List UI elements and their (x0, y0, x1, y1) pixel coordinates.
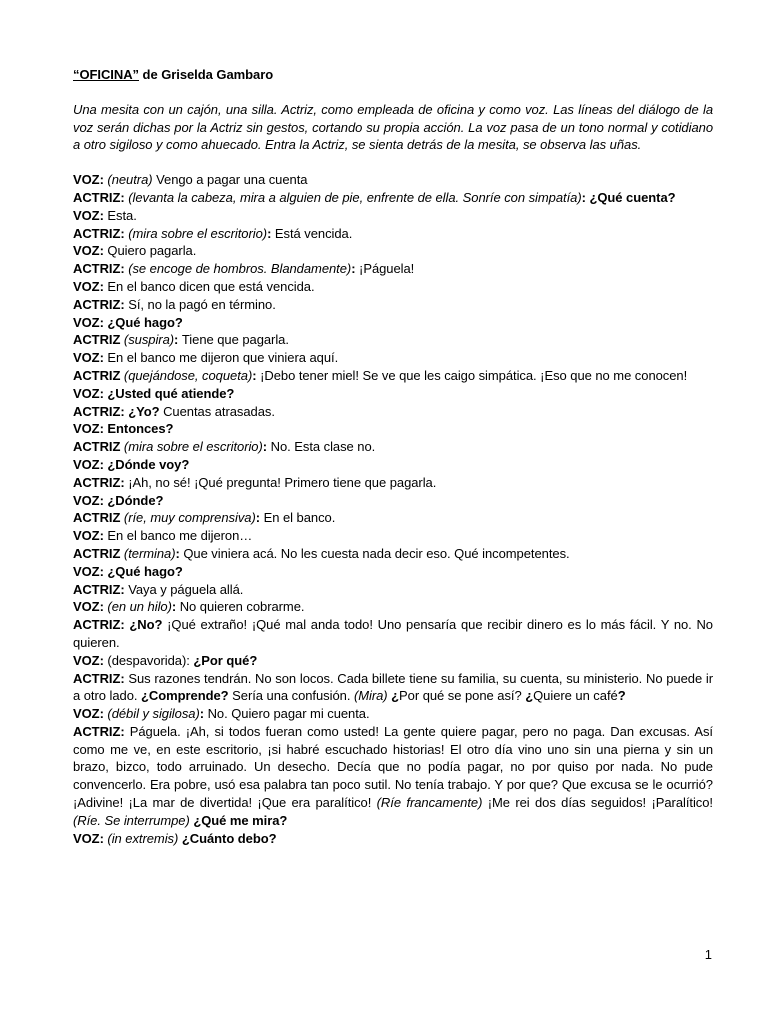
dialogue-text: Que viniera acá. No les cuesta nada decir eso. Qué incompetentes. (183, 545, 570, 561)
speaker-label: VOZ: (73, 243, 104, 259)
speaker-label: VOZ: (73, 599, 104, 615)
speaker-label: VOZ: (73, 278, 104, 294)
dialogue-text-bold: ¿Dónde? (103, 492, 164, 508)
speaker-label: ACTRIZ: (73, 617, 125, 633)
dialogue-line (73, 225, 713, 243)
dialogue-text: Páguela. ¡Ah, si todos fueran como usted! La gente quiere pagar, pero no paga. Dan excusas. Así como me ve, en este escritorio, ¡si habré escuchado historias! El otro día vino uno sin una pierna y sin un brazo, bizco, todo arruinado. Un desecho. Decía que no podía pagar, no por quiso por nada. No pude convencerlo. Era pobre, usó esa palabra tan poco sutil. No tenía trabajo. Y por que? Que excusa se le ocurrió? ¡Adivine! ¡La mar de divertida! ¡Que era paralítico! (73, 723, 713, 811)
speaker-label: ACTRIZ: (73, 474, 125, 490)
dialogue-text: Esta. (103, 207, 137, 223)
dialogue-line (73, 260, 713, 278)
dialogue-line (73, 581, 713, 599)
stage-directions: Una mesita con un cajón, una silla. Actriz, como empleada de oficina y como voz. Las líneas del diálogo de la voz serán dichas por la Actriz sin gestos, cortando su propia acción. La voz pasa de un tono normal y cotidiano a otro sigiloso y como ahuecado. Entra la Actriz, se sienta detrás de la mesita, se observa las uñas. (73, 101, 713, 153)
dialogue-line (73, 563, 713, 581)
dialogue-line (73, 314, 713, 332)
dialogue-text: Quiero pagarla. (103, 243, 197, 259)
author-line: de Griselda Gambaro (139, 67, 274, 82)
dialogue-text-bold: : (267, 225, 275, 241)
page-number: 1 (704, 947, 712, 962)
dialogue-line (73, 349, 713, 367)
dialogue-text-bold: ¿Qué me mira? (189, 812, 288, 828)
stage-direction: (en un hilo) (107, 599, 172, 615)
speaker-label: VOZ: (73, 421, 104, 437)
speaker-label: VOZ: (73, 207, 104, 223)
stage-direction: (levanta la cabeza, mira a alguien de pie, enfrente de ella. Sonríe con simpatía) (128, 189, 582, 205)
dialogue-text: Vaya y páguela allá. (124, 581, 244, 597)
dialogue-line (73, 171, 713, 189)
stage-direction: (neutra) (107, 172, 153, 188)
stage-direction: (mira sobre el escritorio) (123, 439, 263, 455)
dialogue-text: En el banco me dijeron… (103, 528, 253, 544)
dialogue-text: ¡Ah, no sé! ¡Qué pregunta! Primero tiene que pagarla. (124, 474, 437, 490)
dialogue-line (73, 189, 713, 207)
dialogue-text-bold: Entonces? (103, 421, 174, 437)
dialogue-line (73, 242, 713, 260)
speaker-label: VOZ: (73, 456, 104, 472)
dialogue-text-bold: : (255, 510, 264, 526)
dialogue-text: Sus razones tendrán. No son locos. Cada billete tiene su familia, su cuenta, su ministerio. No puede ir a otro lado. (73, 670, 713, 704)
dialogue-text-bold: ¿Yo? (124, 403, 164, 419)
speaker-label: ACTRIZ (73, 510, 121, 526)
dialogue-text: (despavorida): (103, 652, 194, 668)
dialogue-line (73, 278, 713, 296)
stage-direction: (suspira) (123, 332, 175, 348)
dialogue-text: Por qué se pone así? (399, 688, 526, 704)
speaker-label: ACTRIZ (73, 367, 121, 383)
dialogue-text-bold: ? (617, 688, 626, 704)
speaker-label: ACTRIZ (73, 332, 121, 348)
dialogue-text: En el banco me dijeron que viniera aquí. (103, 350, 339, 366)
dialogue-line (73, 385, 713, 403)
dialogue-line (73, 474, 713, 492)
dialogue-line (73, 670, 713, 706)
speaker-label: ACTRIZ: (73, 261, 125, 277)
speaker-label: ACTRIZ: (73, 189, 125, 205)
dialogue-line (73, 367, 713, 385)
speaker-label: VOZ: (73, 350, 104, 366)
dialogue-text: No quieren cobrarme. (179, 599, 305, 615)
dialogue-line (73, 830, 713, 848)
dialogue-text-bold: : (581, 189, 590, 205)
speaker-label: VOZ: (73, 528, 104, 544)
dialogue-line (73, 527, 713, 545)
dialogue-text-bold: : (171, 599, 180, 615)
dialogue-text: Sí, no la pagó en término. (124, 296, 276, 312)
stage-direction: (débil y sigilosa) (107, 706, 200, 722)
dialogue-text-bold: ¿Usted qué atiende? (103, 385, 235, 401)
dialogue-line (73, 438, 713, 456)
stage-direction: (in extremis) (107, 830, 179, 846)
speaker-label: VOZ: (73, 563, 104, 579)
dialogue-line (73, 296, 713, 314)
dialogue (73, 171, 713, 847)
dialogue-text-bold: ¿Cuánto debo? (178, 830, 277, 846)
dialogue-line (73, 616, 713, 652)
speaker-label: VOZ: (73, 652, 104, 668)
stage-direction: (termina) (123, 545, 176, 561)
dialogue-line (73, 403, 713, 421)
dialogue-text: Tiene que pagarla. (181, 332, 289, 348)
stage-direction: (Ríe. Se interrumpe) (73, 812, 190, 828)
dialogue-line (73, 456, 713, 474)
dialogue-text-bold: ¿Comprende? (141, 688, 233, 704)
document-title (73, 66, 713, 84)
dialogue-text: ¡Qué extraño! ¡Qué mal anda todo! Uno pensaría que recibir dinero es lo más fácil. Y no. No quieren. (73, 617, 713, 650)
speaker-label: ACTRIZ: (73, 225, 125, 241)
dialogue-line (73, 207, 713, 225)
dialogue-text-bold: : (175, 545, 184, 561)
dialogue-text: Quiere un café (533, 688, 618, 704)
speaker-label: VOZ: (73, 830, 104, 846)
speaker-label: ACTRIZ: (73, 670, 125, 686)
stage-direction: (mira sobre el escritorio) (128, 225, 268, 241)
stage-direction: (ríe, muy comprensiva) (123, 510, 256, 526)
dialogue-text-bold: ¿No? (124, 617, 168, 633)
dialogue-text-bold: : (262, 439, 271, 455)
dialogue-text: Cuentas atrasadas. (163, 403, 275, 419)
dialogue-text-bold: ¿Por qué? (193, 652, 258, 668)
dialogue-text-bold: ¿Dónde voy? (103, 456, 190, 472)
speaker-label: ACTRIZ (73, 545, 121, 561)
document-body (73, 66, 713, 847)
dialogue-text-bold: : (252, 367, 261, 383)
dialogue-text-bold: : (199, 706, 208, 722)
speaker-label: VOZ: (73, 706, 104, 722)
speaker-label: ACTRIZ: (73, 581, 125, 597)
dialogue-text: Sería una confusión. (232, 688, 354, 704)
speaker-label: VOZ: (73, 492, 104, 508)
dialogue-line (73, 545, 713, 563)
stage-direction: (Ríe francamente) (376, 795, 483, 811)
dialogue-line (73, 723, 713, 830)
dialogue-text: ¡Debo tener miel! Se ve que les caigo simpática. ¡Eso que no me conocen! (260, 367, 688, 383)
play-title: “OFICINA” (73, 67, 139, 82)
dialogue-text: No. Quiero pagar mi cuenta. (207, 706, 370, 722)
dialogue-text-bold: : (351, 261, 360, 277)
dialogue-line (73, 598, 713, 616)
dialogue-text-bold: ¿Qué hago? (103, 314, 183, 330)
stage-direction: (quejándose, coqueta) (123, 367, 253, 383)
dialogue-text: En el banco. (263, 510, 336, 526)
speaker-label: VOZ: (73, 172, 104, 188)
dialogue-text: En el banco dicen que está vencida. (103, 278, 315, 294)
dialogue-text: Está vencida. (274, 225, 353, 241)
dialogue-text: No. Esta clase no. (270, 439, 376, 455)
stage-direction: (se encoge de hombros. Blandamente) (128, 261, 352, 277)
speaker-label: VOZ: (73, 314, 104, 330)
dialogue-text-bold: ¿ (387, 688, 400, 704)
dialogue-text-bold: ¿Qué cuenta? (589, 189, 676, 205)
dialogue-text-bold: ¿Qué hago? (103, 563, 183, 579)
speaker-label: VOZ: (73, 385, 104, 401)
dialogue-text: ¡Páguela! (359, 261, 415, 277)
dialogue-text: ¡Me rei dos días seguidos! ¡Paralítico! (482, 795, 713, 811)
dialogue-line (73, 705, 713, 723)
speaker-label: ACTRIZ: (73, 723, 125, 739)
dialogue-line (73, 331, 713, 349)
dialogue-text: Vengo a pagar una cuenta (152, 172, 308, 188)
dialogue-text-bold: : (174, 332, 182, 348)
stage-direction: (Mira) (353, 688, 388, 704)
dialogue-line (73, 492, 713, 510)
dialogue-text-bold: ¿ (525, 688, 534, 704)
dialogue-line (73, 509, 713, 527)
dialogue-line (73, 652, 713, 670)
dialogue-line (73, 420, 713, 438)
speaker-label: ACTRIZ: (73, 403, 125, 419)
speaker-label: ACTRIZ: (73, 296, 125, 312)
speaker-label: ACTRIZ (73, 439, 121, 455)
